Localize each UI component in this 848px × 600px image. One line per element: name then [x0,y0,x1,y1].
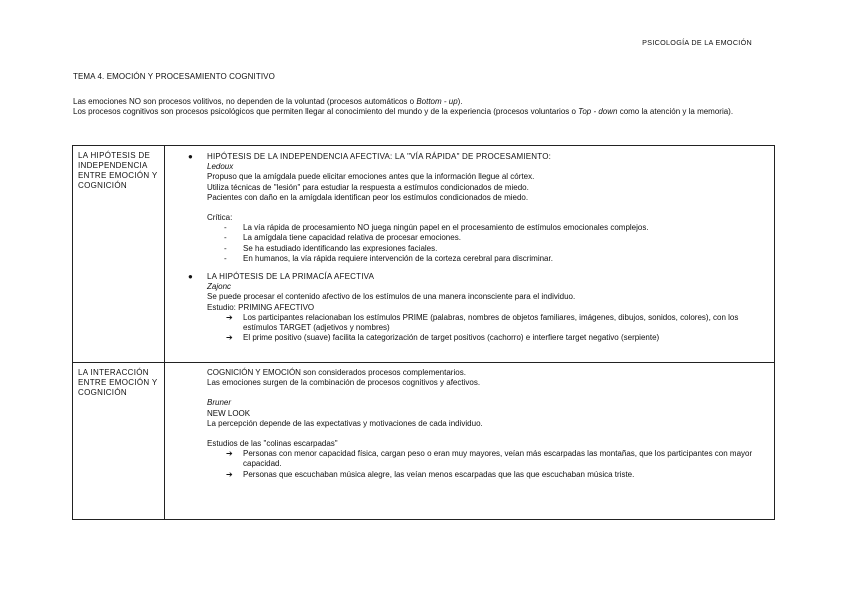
row-content-cell [165,146,775,363]
bullet-icon: ● [188,272,194,282]
list-item-text: Se ha estudiado identificando las expresiones faciales. [243,243,438,253]
studies-label: Estudios de las "colinas escarpadas" [207,439,338,449]
list-item [207,313,768,333]
arrow-right-icon: ➔ [226,312,233,322]
row-label: LA HIPÓTESIS DE INDEPENDENCIA ENTRE EMOCIÓN Y COGNICIÓN [78,151,158,190]
studies-list [207,449,768,480]
dash-icon: - [224,223,227,233]
body-line: Propuso que la amígdala puede elicitar emociones antes que la información llegue al córtex. [207,172,535,182]
row-label: LA INTERACCIÓN ENTRE EMOCIÓN Y COGNICIÓN [78,368,158,397]
body-line: Pacientes con daño en la amígdala identifican peor los estímulos condicionados de miedo. [207,192,529,202]
author-name: Bruner [207,398,232,408]
dash-icon: - [224,233,227,243]
list-item-text: Personas que escuchaban música alegre, las veían menos escarpadas que las que escuchaban música triste. [243,469,635,479]
table-row-interaction [73,363,775,520]
arrow-right-icon: ➔ [226,449,233,459]
intro-line-2-end: como la atención y la memoria). [617,107,734,117]
dash-icon: - [224,253,227,263]
section-heading [188,152,768,162]
body-line: Utiliza técnicas de "lesión" para estudiar la respuesta a estímulos condicionados de miedo. [207,182,529,192]
row-label-cell [73,146,165,363]
author-name: Zajonc [207,282,232,292]
list-item [207,449,768,469]
section-independencia-afectiva [165,152,774,343]
document-title: TEMA 4. EMOCIÓN Y PROCESAMIENTO COGNITIVO [73,72,275,81]
list-item [207,233,768,243]
list-item-text: Personas con menor capacidad física, cargan peso o eran muy mayores, veían más escarpadas las montañas, que los participantes con mayor capacidad. [243,449,753,469]
list-item [207,333,768,343]
list-item-text: En humanos, la vía rápida requiere intervención de la corteza cerebral para discriminar. [243,253,553,263]
intro-line-1 [73,97,773,107]
intro-line-2-text: Los procesos cognitivos son procesos psicológicos que permiten llegar al conocimiento del mundo y de la experiencia (procesos voluntarios o [73,107,579,117]
body-line: La percepción depende de las expectativas y motivaciones de cada individuo. [207,418,483,428]
intro-line-2-italic: Top - down [578,107,618,117]
running-header: PSICOLOGÍA DE LA EMOCIÓN [642,38,752,47]
section-heading-text: LA HIPÓTESIS DE LA PRIMACÍA AFECTIVA [207,272,375,282]
body-line: COGNICIÓN Y EMOCIÓN son considerados procesos complementarios. [207,368,466,377]
new-look-label: NEW LOOK [207,408,251,418]
list-item [207,244,768,254]
table-row-independence [73,146,775,363]
author-name: Ledoux [207,162,234,172]
intro-paragraph [73,97,773,117]
list-item-text: La vía rápida de procesamiento NO juega ningún papel en el procesamiento de estímulos emocionales complejos. [243,223,649,233]
critique-label: Crítica: [207,213,233,223]
intro-line-1-end: ). [457,97,463,106]
intro-line-1-text: Las emociones NO son procesos volitivos, no dependen de la voluntad (procesos automáticos o [73,97,417,106]
study-label: Estudio: PRIMING AFECTIVO [207,302,315,312]
bullet-icon: ● [188,152,194,161]
row-content-cell [165,363,775,520]
content-table [72,145,775,520]
section-interaccion [165,368,774,480]
body-line: Las emociones surgen de la combinación de procesos cognitivos y afectivos. [207,378,481,388]
row-label-cell [73,363,165,520]
list-item [207,470,768,480]
study-findings-list [207,313,768,344]
intro-line-2 [73,107,773,117]
list-item-text: La amígdala tiene capacidad relativa de procesar emociones. [243,233,461,243]
list-item [207,254,768,264]
list-item [207,223,768,233]
section-heading-text: HIPÓTESIS DE LA INDEPENDENCIA AFECTIVA: LA "VÍA RÁPIDA" DE PROCESAMIENTO: [207,152,552,161]
arrow-right-icon: ➔ [226,333,233,343]
dash-icon: - [224,243,227,253]
list-item-text: El prime positivo (suave) facilita la categorización de target positivos (cachorro) e interfiere target negativo (serpiente) [243,333,660,343]
body-line: Se puede procesar el contenido afectivo de los estímulos de una manera inconsciente para el individuo. [207,292,576,302]
critique-list [207,223,768,264]
intro-line-1-italic: Bottom - up [416,97,458,106]
arrow-right-icon: ➔ [226,469,233,479]
section-heading [188,272,768,282]
list-item-text: Los participantes relacionaban los estímulos PRIME (palabras, nombres de objetos familiares, imágenes, dibujos, sonidos, colores), con los estímulos TARGET (adjetivos y nombres) [243,312,739,333]
